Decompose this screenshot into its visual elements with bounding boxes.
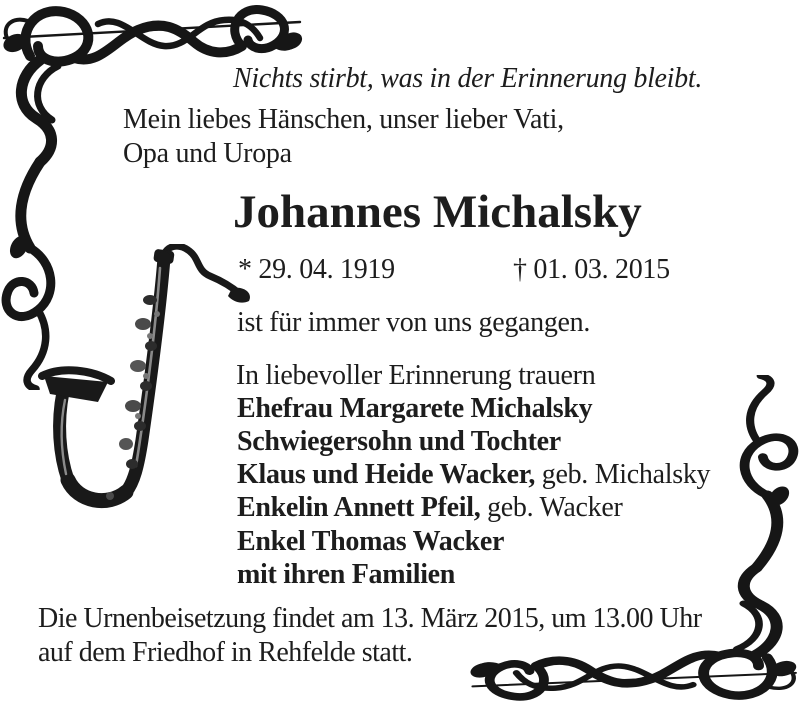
mourner-name: Klaus und Heide Wacker,: [237, 459, 536, 490]
mourner-line: [237, 492, 623, 523]
mourner-name: mit ihren Familien: [237, 559, 456, 590]
sax-bow: [68, 480, 126, 501]
sax-neck: [164, 246, 240, 294]
deceased-name: Johannes Michalsky: [233, 186, 642, 238]
sax-mouthpiece: [228, 288, 250, 303]
mourner-suffix: geb. Wacker: [480, 492, 623, 523]
mourner-name: Schwiegersohn und Tochter: [237, 426, 561, 457]
salutation-line-2: Opa und Uropa: [123, 138, 292, 169]
mourner-line: [237, 459, 710, 490]
mourner-line: [237, 526, 504, 557]
death-date: † 01. 03. 2015: [513, 254, 670, 285]
funeral-info-line-2: auf dem Friedhof in Rehfelde statt.: [38, 637, 413, 668]
mourner-suffix: geb. Michalsky: [535, 459, 711, 490]
mourner-line: [237, 393, 592, 424]
mourner-name: Enkelin Annett Pfeil,: [237, 492, 481, 523]
treble-clef-flourish: [737, 376, 794, 654]
birth-date: * 29. 04. 1919: [238, 254, 395, 285]
mourning-intro: In liebevoller Erinnerung trauern: [236, 360, 596, 391]
sax-bell-flare: [44, 376, 108, 402]
funeral-info-line-1: Die Urnenbeisetzung findet am 13. März 2015, um 13.00 Uhr: [38, 603, 702, 634]
epitaph-quote: Nichts stirbt, was in der Erinnerung bleibt.: [233, 63, 703, 94]
mourner-name: Enkel Thomas Wacker: [237, 526, 505, 557]
mourner-line: [237, 426, 561, 457]
mourner-line: [237, 559, 455, 590]
farewell-line: ist für immer von uns gegangen.: [237, 307, 591, 338]
salutation-line-1: Mein liebes Hänschen, unser lieber Vati,: [123, 104, 564, 135]
mourner-name: Ehefrau Margarete Michalsky: [237, 393, 593, 424]
saxophone-icon: [38, 244, 253, 516]
